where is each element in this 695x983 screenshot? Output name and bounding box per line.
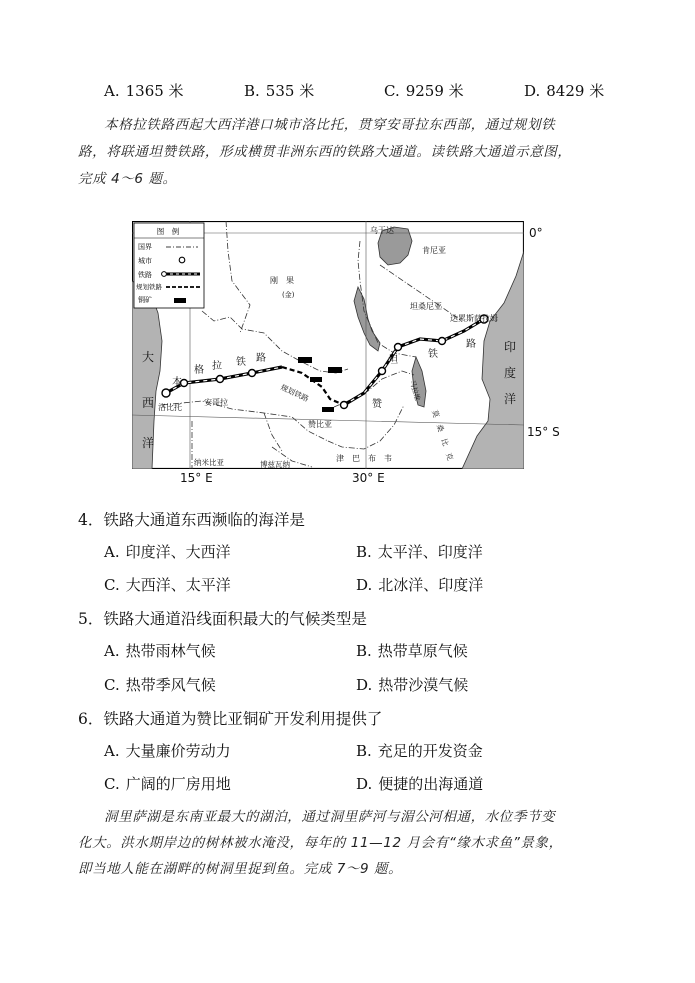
q3-option-b: B. 535 米: [244, 82, 315, 100]
label-dar-es-salaam: 达累斯萨拉姆: [450, 314, 498, 323]
copper-mine-marker: [310, 377, 322, 382]
label-zimbabwe: 津 巴 布 韦: [336, 454, 392, 463]
label-lon-15e: 15° E: [180, 471, 213, 485]
label-namibia: 纳米比亚: [194, 458, 224, 467]
label-planned-railway: 规划铁路: [279, 382, 311, 404]
q5-stem: 5．铁路大通道沿线面积最大的气候类型是: [78, 610, 367, 628]
label-tanzania: 坦桑尼亚: [410, 302, 442, 311]
label-zambia: 赞比亚: [308, 420, 332, 429]
q4-option-a: A. 印度洋、大西洋: [104, 543, 231, 561]
q4-option-c: C. 大西洋、太平洋: [104, 576, 231, 594]
label-atlantic-1: 大: [142, 350, 155, 364]
intro-7-9-line1: 洞里萨湖是东南亚最大的湖泊，通过洞里萨河与湄公河相通，水位季节变: [104, 809, 556, 825]
q3-option-d: D. 8429 米: [524, 82, 605, 100]
label-atlantic-3: 洋: [142, 436, 155, 450]
intro-4-6-line2: 路，将联通坦赞铁路，形成横贯非洲东西的铁路大通道。读铁路大通道示意图，: [78, 144, 572, 160]
label-congo-sub: (金): [282, 291, 295, 299]
label-tazara-4: 路: [466, 339, 476, 350]
q6-option-c: C. 广阔的厂房用地: [104, 775, 231, 793]
label-botswana: 博兹瓦纳: [260, 460, 290, 469]
city-marker: [249, 370, 256, 377]
label-benguela-4: 铁: [236, 357, 246, 368]
q3-option-c: C. 9259 米: [384, 82, 464, 100]
q4-option-b: B. 太平洋、印度洋: [356, 543, 483, 561]
q6-option-b: B. 充足的开发资金: [356, 742, 483, 760]
q6-stem: 6．铁路大通道为赞比亚铜矿开发利用提供了: [78, 710, 383, 728]
copper-mine-marker: [298, 357, 312, 363]
railway-corridor-map: [132, 221, 524, 469]
q4-option-d: D. 北冰洋、印度洋: [356, 576, 484, 594]
legend-city-label: 城市: [138, 257, 152, 265]
city-marker: [217, 376, 224, 383]
map-legend: [134, 223, 204, 308]
legend-title: 图 例: [156, 227, 180, 236]
city-marker: [395, 344, 402, 351]
city-marker: [379, 368, 386, 375]
label-benguela-1: 本: [172, 377, 182, 388]
label-angola: 安哥拉: [204, 398, 228, 407]
label-indian-2: 度: [504, 366, 517, 380]
q5-option-b: B. 热带草原气候: [356, 642, 468, 660]
legend-border-label: 国界: [138, 243, 152, 251]
legend-railway-label: 铁路: [138, 271, 152, 279]
label-lat-0: 0°: [529, 226, 543, 240]
label-uganda: 乌干达: [370, 226, 394, 235]
legend-copper-label: 铜矿: [138, 296, 152, 304]
q5-option-a: A. 热带雨林气候: [104, 642, 216, 660]
label-lat-15s: 15° S: [527, 425, 560, 439]
intro-4-6-line3: 完成 4～6 题。: [78, 171, 177, 187]
copper-mine-marker: [328, 367, 342, 373]
legend-planned-label: 规划铁路: [136, 283, 162, 291]
q5-option-d: D. 热带沙漠气候: [356, 676, 469, 694]
label-indian-3: 洋: [504, 392, 517, 406]
label-benguela-5: 路: [256, 353, 266, 364]
label-mozambique: 莫 桑 比 克: [430, 408, 455, 462]
label-malawi: 马拉维: [408, 379, 422, 402]
intro-7-9-line3: 即当地人能在湖畔的树洞里捉到鱼。完成 7～9 题。: [78, 861, 403, 877]
label-tazara-3: 铁: [428, 349, 438, 360]
q6-option-d: D. 便捷的出海通道: [356, 775, 484, 793]
city-marker: [341, 402, 348, 409]
q5-option-c: C. 热带季风气候: [104, 676, 216, 694]
intro-4-6-line1: 本格拉铁路西起大西洋港口城市洛比托，贯穿安哥拉东西部，通过规划铁: [104, 117, 556, 133]
intro-7-9-line2: 化大。洪水期岸边的树林被水淹没，每年的 11—12 月会有“缘木求鱼”景象，: [78, 835, 563, 851]
q6-option-a: A. 大量廉价劳动力: [104, 742, 231, 760]
label-tazara-1: 坦: [388, 355, 398, 366]
label-benguela-3: 拉: [212, 361, 222, 372]
label-atlantic-2: 西: [142, 396, 155, 410]
copper-mine-marker: [322, 407, 334, 412]
label-indian-1: 印: [504, 340, 517, 354]
city-marker: [162, 389, 170, 397]
label-tazara-2: 赞: [372, 399, 382, 410]
q3-option-a: A. 1365 米: [104, 82, 184, 100]
city-marker: [439, 338, 446, 345]
label-lon-30e: 30° E: [352, 471, 385, 485]
label-lobito: 洛比托: [158, 403, 182, 412]
label-benguela-2: 格: [194, 365, 204, 376]
q4-stem: 4．铁路大通道东西濒临的海洋是: [78, 511, 305, 529]
label-kenya: 肯尼亚: [422, 246, 446, 255]
label-congo: 刚 果: [270, 276, 294, 285]
